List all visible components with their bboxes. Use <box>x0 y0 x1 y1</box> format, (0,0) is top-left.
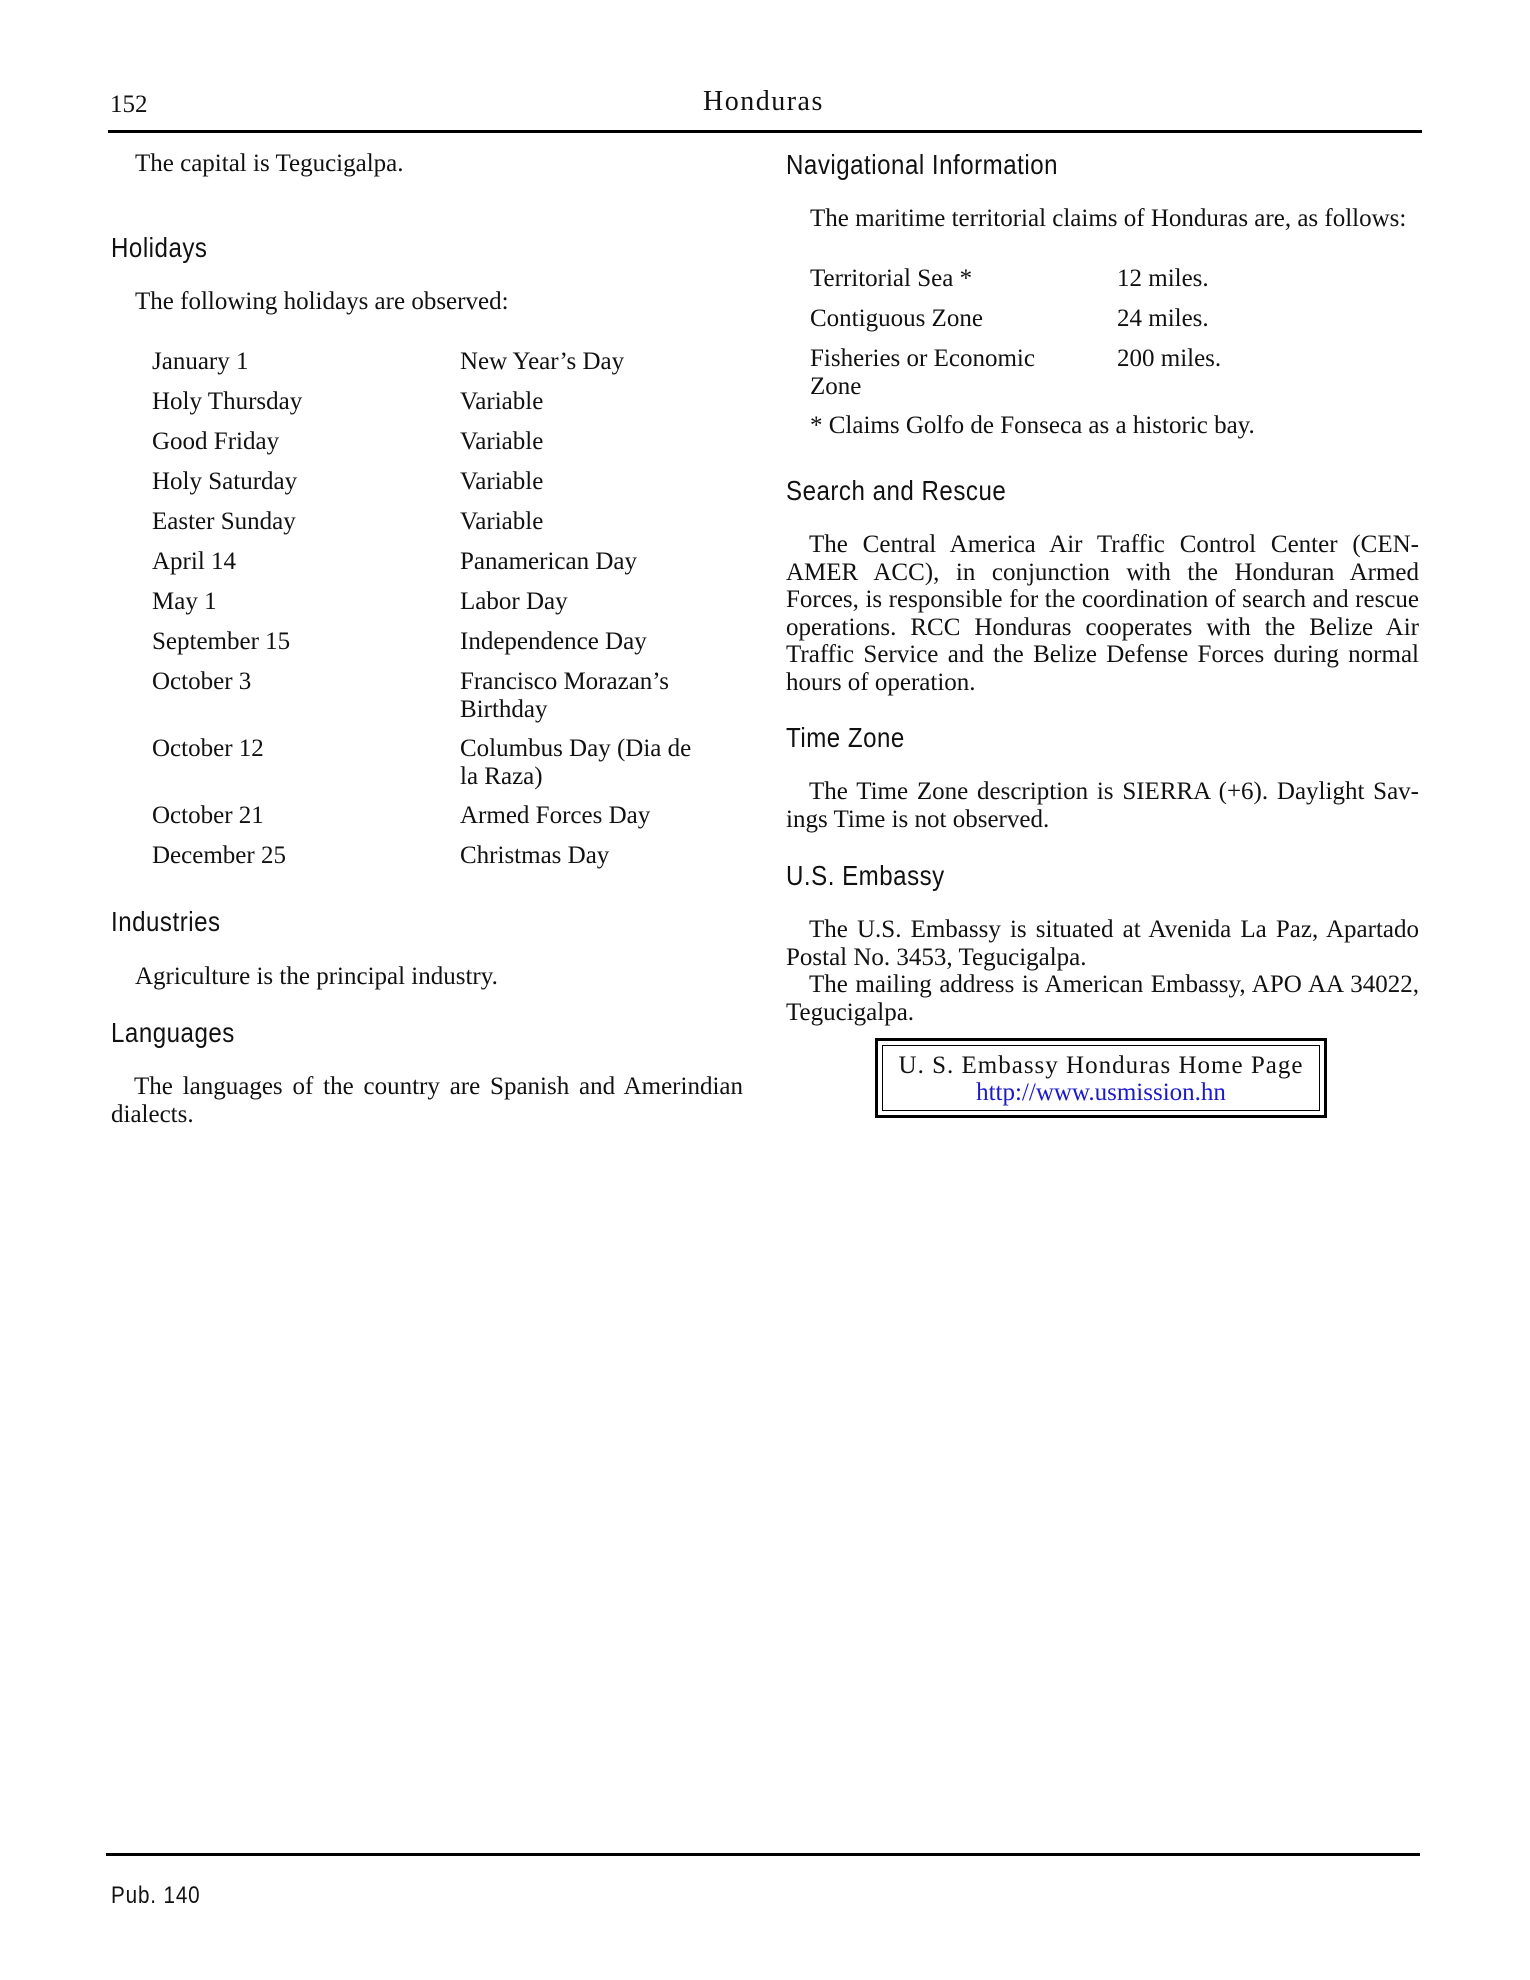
holidays-intro: The following holidays are observed: <box>135 288 509 315</box>
page-number: 152 <box>110 91 148 118</box>
holiday-name: Francisco Morazan’s <box>460 668 669 695</box>
heading-languages: Languages <box>111 1017 235 1048</box>
embassy-address-text: The U.S. Embassy is situated at Avenida La Paz, Apartado Postal No. 3453, Tegucigalpa. <box>786 916 1419 971</box>
holiday-date: Holy Thursday <box>152 388 303 415</box>
heading-search-and-rescue: Search and Rescue <box>786 475 1007 506</box>
holiday-date: October 21 <box>152 802 264 829</box>
holiday-name: Variable <box>460 468 544 495</box>
heading-time-zone: Time Zone <box>786 722 905 753</box>
holiday-date: October 3 <box>152 668 252 695</box>
holiday-name: Labor Day <box>460 588 568 615</box>
claim-distance: 12 miles. <box>1117 265 1209 292</box>
holiday-date: December 25 <box>152 842 286 869</box>
holiday-date: Holy Saturday <box>152 468 298 495</box>
claim-zone: Contiguous Zone <box>810 305 983 332</box>
holiday-name: Variable <box>460 388 544 415</box>
navigational-intro: The maritime territorial claims of Honduras are, as follows: <box>810 205 1407 232</box>
holiday-name-line2: Birthday <box>460 696 548 723</box>
footer-rule <box>106 1853 1420 1856</box>
time-zone-text: The Time Zone description is SIERRA (+6). Daylight Sav-ings Time is not observed. <box>786 778 1419 833</box>
claim-distance: 200 miles. <box>1117 345 1222 372</box>
languages-text: The languages of the country are Spanish and Amerindian dialects. <box>111 1073 743 1128</box>
holiday-date: May 1 <box>152 588 217 615</box>
embassy-link-box <box>875 1038 1327 1118</box>
search-rescue-text: The Central America Air Traffic Control Center (CEN-AMER ACC), in conjunction with the Honduran Armed Forces, is responsible for the coordination of search and rescue operations. RCC Honduras cooperates with the Belize Air Traffic Service and the Belize Defense Forces during normal hours of operation. <box>786 531 1419 696</box>
holiday-name-line2: la Raza) <box>460 763 543 790</box>
heading-us-embassy: U.S. Embassy <box>786 860 945 891</box>
industries-text: Agriculture is the principal industry. <box>135 963 498 990</box>
header-rule <box>108 130 1422 133</box>
claim-zone: Territorial Sea * <box>810 265 973 292</box>
claims-footnote: * Claims Golfo de Fonseca as a historic bay. <box>810 412 1255 439</box>
holiday-name: Columbus Day (Dia de <box>460 735 692 762</box>
claim-zone-line2: Zone <box>810 373 862 400</box>
claim-zone: Fisheries or Economic <box>810 345 1035 372</box>
holiday-date: January 1 <box>152 348 249 375</box>
holiday-date: October 12 <box>152 735 264 762</box>
publication-label: Pub. 140 <box>111 1882 201 1909</box>
holiday-date: April 14 <box>152 548 237 575</box>
holiday-name: Panamerican Day <box>460 548 638 575</box>
claim-distance: 24 miles. <box>1117 305 1209 332</box>
embassy-link-box-inner <box>882 1045 1320 1111</box>
capital-text: The capital is Tegucigalpa. <box>135 150 404 177</box>
holiday-name: Armed Forces Day <box>460 802 651 829</box>
holiday-name: Independence Day <box>460 628 647 655</box>
heading-industries: Industries <box>111 906 221 937</box>
heading-holidays: Holidays <box>111 232 208 263</box>
holiday-name: Variable <box>460 428 544 455</box>
holiday-date: Good Friday <box>152 428 280 455</box>
embassy-mailing-text: The mailing address is American Embassy, APO AA 34022, Tegucigalpa. <box>786 971 1419 1026</box>
embassy-homepage-title: U. S. Embassy Honduras Home Page <box>898 1052 1304 1079</box>
holiday-name: Christmas Day <box>460 842 610 869</box>
holiday-date: Easter Sunday <box>152 508 296 535</box>
holiday-name: New Year’s Day <box>460 348 625 375</box>
embassy-homepage-link[interactable]: http://www.usmission.hn <box>976 1079 1226 1106</box>
page-title: Honduras <box>703 86 824 117</box>
holiday-date: September 15 <box>152 628 291 655</box>
heading-navigational-information: Navigational Information <box>786 149 1059 180</box>
holiday-name: Variable <box>460 508 544 535</box>
